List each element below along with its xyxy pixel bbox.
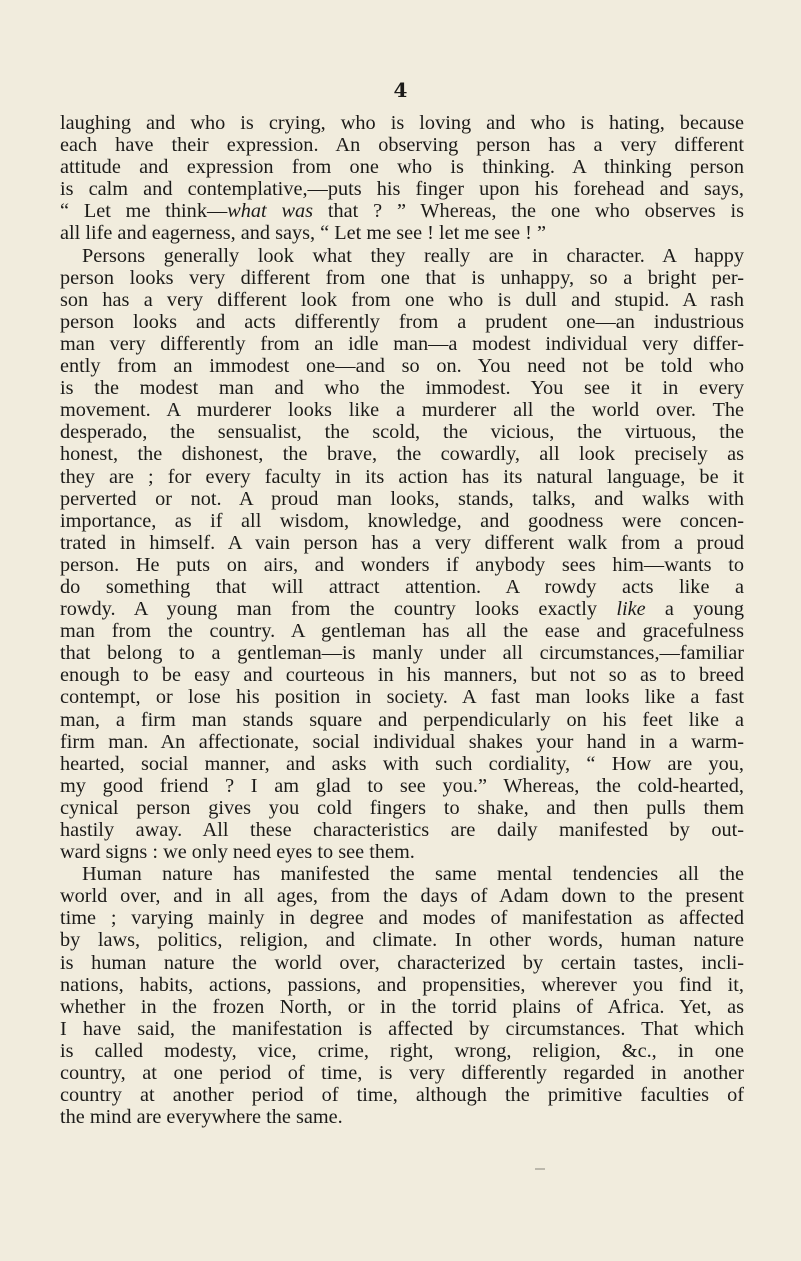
body-text [60, 112, 744, 1128]
text-line: do something that will attract attention. A rowdy acts like a [60, 575, 744, 598]
text-line: trated in himself. A vain person has a very different walk from a proud [60, 531, 744, 554]
text-line: is calm and contemplative,—puts his finger upon his forehead and says, [60, 178, 744, 201]
text-line: man from the country. A gentleman has all the ease and gracefulness [60, 620, 744, 643]
page-number: 4 [393, 78, 408, 102]
text-line: all life and eagerness, and says, “ Let me see ! let me see ! ” [60, 222, 546, 245]
text-line: desperado, the sensualist, the scold, the vicious, the virtuous, the [60, 421, 744, 444]
print-mark [535, 1168, 545, 1170]
text-line: Human nature has manifested the same mental tendencies all the [82, 863, 744, 886]
text-line: whether in the frozen North, or in the torrid plains of Africa. Yet, as [60, 995, 744, 1018]
text-line: honest, the dishonest, the brave, the cowardly, all look precisely as [60, 443, 744, 466]
text-line: nations, habits, actions, passions, and propensities, wherever you find it, [60, 973, 744, 996]
text-line: hearted, social manner, and asks with such cordiality, “ How are you, [60, 752, 744, 775]
text-line: time ; varying mainly in degree and modes of manifestation as affected [60, 907, 744, 930]
paragraph [60, 863, 744, 1128]
text-line: man very differently from an idle man—a modest individual very differ- [60, 332, 744, 355]
text-line: enough to be easy and courteous in his manners, but not so as to breed [60, 664, 744, 687]
text-line: is human nature the world over, characterized by certain tastes, incli- [60, 951, 744, 974]
text-line: contempt, or lose his position in society. A fast man looks like a fast [60, 686, 744, 709]
text-line: ward signs : we only need eyes to see them. [60, 841, 415, 864]
paragraph [60, 245, 744, 864]
text-line: importance, as if all wisdom, knowledge, and goodness were concen- [60, 509, 744, 532]
text-line: they are ; for every faculty in its action has its natural language, be it [60, 465, 744, 488]
text-line: hastily away. All these characteristics are daily manifested by out- [60, 819, 744, 841]
text-line: person. He puts on airs, and wonders if anybody sees him—wants to [60, 553, 744, 576]
text-line: cynical person gives you cold fingers to shake, and then pulls them [60, 796, 744, 819]
text-line: person looks very different from one that is unhappy, so a bright per- [60, 266, 744, 289]
text-line: by laws, politics, religion, and climate. In other words, human nature [60, 929, 744, 952]
text-line: is called modesty, vice, crime, right, wrong, religion, &c., in one [60, 1039, 744, 1062]
text-line: laughing and who is crying, who is loving and who is hating, because [60, 112, 744, 134]
text-line: son has a very different look from one who is dull and stupid. A rash [60, 288, 744, 311]
text-line: country at another period of time, although the primitive faculties of [60, 1084, 744, 1107]
text-line: rowdy. A young man from the country looks exactly like a young [60, 598, 744, 621]
text-line: firm man. An affectionate, social individual shakes your hand in a warm- [60, 730, 744, 753]
text-line: each have their expression. An observing person has a very different [60, 134, 744, 157]
paragraph [60, 112, 744, 245]
text-line: attitude and expression from one who is thinking. A thinking person [60, 156, 744, 179]
text-line: “ Let me think—what was that ? ” Whereas, the one who observes is [60, 200, 744, 223]
text-line: perverted or not. A proud man looks, stands, talks, and walks with [60, 487, 744, 510]
text-line: ently from an immodest one—and so on. You need not be told who [60, 355, 744, 378]
text-line: is the modest man and who the immodest. You see it in every [60, 377, 744, 400]
text-line: Persons generally look what they really are in character. A happy [82, 244, 744, 267]
text-line: the mind are everywhere the same. [60, 1106, 343, 1129]
text-line: world over, and in all ages, from the days of Adam down to the present [60, 885, 744, 908]
text-line: movement. A murderer looks like a murderer all the world over. The [60, 399, 744, 422]
text-line: my good friend ? I am glad to see you.” Whereas, the cold-hearted, [60, 774, 744, 797]
text-line: person looks and acts differently from a prudent one—an industrious [60, 310, 744, 333]
text-line: country, at one period of time, is very differently regarded in another [60, 1062, 744, 1085]
text-line: that belong to a gentleman—is manly under all circumstances,—familiar [60, 642, 744, 665]
text-line: man, a firm man stands square and perpendicularly on his feet like a [60, 708, 744, 731]
text-line: I have said, the manifestation is affected by circumstances. That which [60, 1017, 744, 1040]
